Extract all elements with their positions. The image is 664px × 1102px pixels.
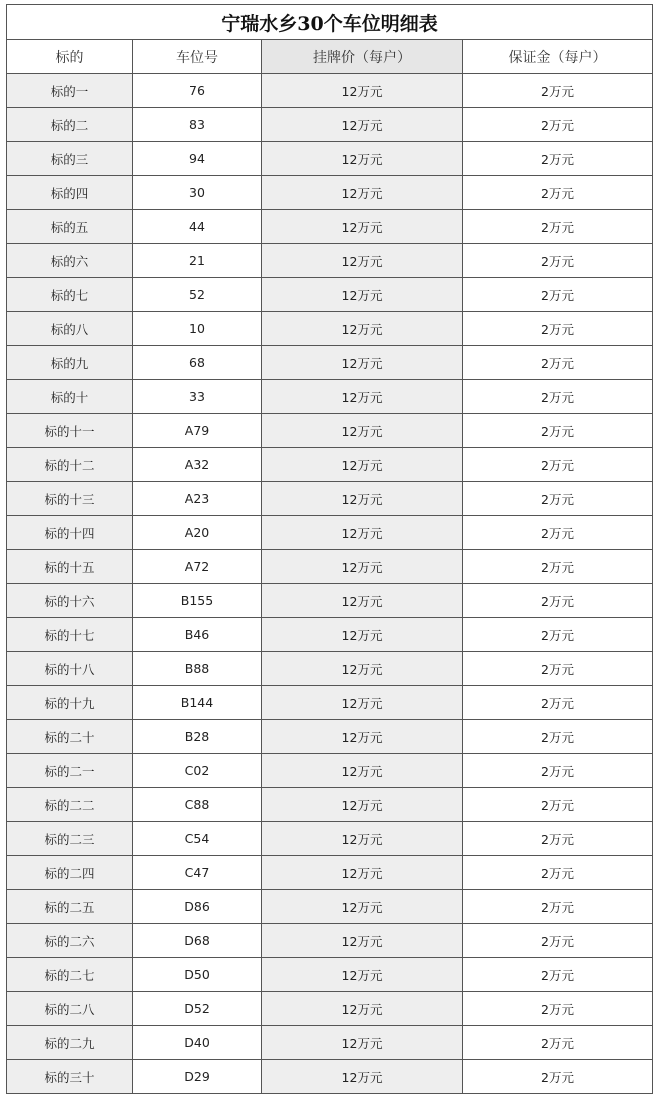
table-row xyxy=(7,516,653,550)
table-row xyxy=(7,380,653,414)
cell-spot-number: C54 xyxy=(133,822,262,856)
cell-label: 标的十五 xyxy=(7,550,133,584)
cell-label: 标的三 xyxy=(7,142,133,176)
cell-deposit: 2万元 xyxy=(463,924,653,958)
cell-listing-price: 12万元 xyxy=(262,652,463,686)
parking-spot-table xyxy=(6,4,653,1094)
cell-deposit: 2万元 xyxy=(463,380,653,414)
cell-label: 标的十 xyxy=(7,380,133,414)
cell-listing-price: 12万元 xyxy=(262,890,463,924)
cell-deposit: 2万元 xyxy=(463,822,653,856)
table-title-row xyxy=(7,5,653,40)
table-row xyxy=(7,1060,653,1094)
cell-spot-number: B88 xyxy=(133,652,262,686)
cell-listing-price: 12万元 xyxy=(262,754,463,788)
cell-label: 标的十二 xyxy=(7,448,133,482)
cell-listing-price: 12万元 xyxy=(262,924,463,958)
cell-spot-number: D68 xyxy=(133,924,262,958)
table-row xyxy=(7,346,653,380)
cell-deposit: 2万元 xyxy=(463,312,653,346)
table-row xyxy=(7,1026,653,1060)
cell-label: 标的三十 xyxy=(7,1060,133,1094)
cell-deposit: 2万元 xyxy=(463,1026,653,1060)
cell-label: 标的二一 xyxy=(7,754,133,788)
header-price: 挂牌价（每户） xyxy=(262,40,463,74)
table-row xyxy=(7,890,653,924)
cell-listing-price: 12万元 xyxy=(262,414,463,448)
cell-listing-price: 12万元 xyxy=(262,856,463,890)
cell-deposit: 2万元 xyxy=(463,346,653,380)
table-row xyxy=(7,584,653,618)
cell-listing-price: 12万元 xyxy=(262,448,463,482)
cell-label: 标的二六 xyxy=(7,924,133,958)
cell-spot-number: 83 xyxy=(133,108,262,142)
cell-listing-price: 12万元 xyxy=(262,686,463,720)
cell-listing-price: 12万元 xyxy=(262,788,463,822)
cell-spot-number: D52 xyxy=(133,992,262,1026)
cell-label: 标的七 xyxy=(7,278,133,312)
table-header-row xyxy=(7,40,653,74)
cell-deposit: 2万元 xyxy=(463,720,653,754)
cell-spot-number: 30 xyxy=(133,176,262,210)
header-label: 标的 xyxy=(7,40,133,74)
cell-label: 标的二五 xyxy=(7,890,133,924)
cell-deposit: 2万元 xyxy=(463,176,653,210)
cell-spot-number: 21 xyxy=(133,244,262,278)
table-row xyxy=(7,448,653,482)
cell-spot-number: B155 xyxy=(133,584,262,618)
cell-spot-number: B46 xyxy=(133,618,262,652)
cell-label: 标的二三 xyxy=(7,822,133,856)
cell-listing-price: 12万元 xyxy=(262,176,463,210)
table-title: 宁瑞水乡30个车位明细表 xyxy=(7,5,653,40)
cell-label: 标的十三 xyxy=(7,482,133,516)
table-row xyxy=(7,856,653,890)
cell-label: 标的二二 xyxy=(7,788,133,822)
cell-spot-number: A79 xyxy=(133,414,262,448)
cell-deposit: 2万元 xyxy=(463,992,653,1026)
cell-spot-number: D86 xyxy=(133,890,262,924)
table-row xyxy=(7,652,653,686)
cell-label: 标的八 xyxy=(7,312,133,346)
cell-listing-price: 12万元 xyxy=(262,244,463,278)
table-row xyxy=(7,924,653,958)
cell-listing-price: 12万元 xyxy=(262,482,463,516)
cell-listing-price: 12万元 xyxy=(262,312,463,346)
cell-deposit: 2万元 xyxy=(463,278,653,312)
table-row xyxy=(7,108,653,142)
cell-deposit: 2万元 xyxy=(463,1060,653,1094)
cell-listing-price: 12万元 xyxy=(262,958,463,992)
cell-deposit: 2万元 xyxy=(463,482,653,516)
cell-spot-number: 52 xyxy=(133,278,262,312)
table-row xyxy=(7,312,653,346)
cell-deposit: 2万元 xyxy=(463,516,653,550)
cell-spot-number: A32 xyxy=(133,448,262,482)
cell-label: 标的十一 xyxy=(7,414,133,448)
table-body xyxy=(7,74,653,1094)
cell-listing-price: 12万元 xyxy=(262,346,463,380)
cell-deposit: 2万元 xyxy=(463,142,653,176)
cell-listing-price: 12万元 xyxy=(262,516,463,550)
cell-deposit: 2万元 xyxy=(463,856,653,890)
cell-deposit: 2万元 xyxy=(463,414,653,448)
cell-label: 标的二四 xyxy=(7,856,133,890)
cell-spot-number: B28 xyxy=(133,720,262,754)
table-row xyxy=(7,822,653,856)
cell-listing-price: 12万元 xyxy=(262,720,463,754)
cell-label: 标的十七 xyxy=(7,618,133,652)
cell-deposit: 2万元 xyxy=(463,108,653,142)
cell-label: 标的十四 xyxy=(7,516,133,550)
cell-spot-number: A72 xyxy=(133,550,262,584)
cell-label: 标的十八 xyxy=(7,652,133,686)
cell-label: 标的二八 xyxy=(7,992,133,1026)
cell-deposit: 2万元 xyxy=(463,618,653,652)
cell-deposit: 2万元 xyxy=(463,890,653,924)
cell-listing-price: 12万元 xyxy=(262,550,463,584)
cell-spot-number: C02 xyxy=(133,754,262,788)
cell-spot-number: B144 xyxy=(133,686,262,720)
cell-deposit: 2万元 xyxy=(463,652,653,686)
cell-listing-price: 12万元 xyxy=(262,1026,463,1060)
table-row xyxy=(7,244,653,278)
cell-spot-number: 76 xyxy=(133,74,262,108)
cell-listing-price: 12万元 xyxy=(262,74,463,108)
parking-spot-table-container xyxy=(6,4,652,1094)
cell-deposit: 2万元 xyxy=(463,448,653,482)
cell-deposit: 2万元 xyxy=(463,754,653,788)
cell-label: 标的二七 xyxy=(7,958,133,992)
table-row xyxy=(7,142,653,176)
table-row xyxy=(7,414,653,448)
cell-listing-price: 12万元 xyxy=(262,142,463,176)
cell-spot-number: C47 xyxy=(133,856,262,890)
table-row xyxy=(7,958,653,992)
cell-listing-price: 12万元 xyxy=(262,1060,463,1094)
cell-listing-price: 12万元 xyxy=(262,380,463,414)
cell-listing-price: 12万元 xyxy=(262,210,463,244)
cell-label: 标的一 xyxy=(7,74,133,108)
cell-spot-number: D50 xyxy=(133,958,262,992)
cell-label: 标的十六 xyxy=(7,584,133,618)
cell-listing-price: 12万元 xyxy=(262,618,463,652)
cell-deposit: 2万元 xyxy=(463,74,653,108)
cell-label: 标的十九 xyxy=(7,686,133,720)
cell-spot-number: 68 xyxy=(133,346,262,380)
cell-deposit: 2万元 xyxy=(463,244,653,278)
table-row xyxy=(7,550,653,584)
cell-label: 标的四 xyxy=(7,176,133,210)
cell-spot-number: D40 xyxy=(133,1026,262,1060)
cell-spot-number: D29 xyxy=(133,1060,262,1094)
cell-label: 标的九 xyxy=(7,346,133,380)
header-spot: 车位号 xyxy=(133,40,262,74)
cell-listing-price: 12万元 xyxy=(262,822,463,856)
table-row xyxy=(7,278,653,312)
cell-spot-number: A20 xyxy=(133,516,262,550)
cell-spot-number: 10 xyxy=(133,312,262,346)
table-row xyxy=(7,482,653,516)
cell-label: 标的六 xyxy=(7,244,133,278)
table-row xyxy=(7,74,653,108)
cell-spot-number: 44 xyxy=(133,210,262,244)
cell-deposit: 2万元 xyxy=(463,788,653,822)
table-row xyxy=(7,992,653,1026)
header-deposit: 保证金（每户） xyxy=(463,40,653,74)
cell-deposit: 2万元 xyxy=(463,686,653,720)
cell-deposit: 2万元 xyxy=(463,210,653,244)
cell-label: 标的二 xyxy=(7,108,133,142)
table-row xyxy=(7,754,653,788)
cell-listing-price: 12万元 xyxy=(262,278,463,312)
cell-label: 标的二十 xyxy=(7,720,133,754)
cell-spot-number: 33 xyxy=(133,380,262,414)
cell-deposit: 2万元 xyxy=(463,550,653,584)
table-row xyxy=(7,210,653,244)
cell-spot-number: A23 xyxy=(133,482,262,516)
cell-spot-number: C88 xyxy=(133,788,262,822)
table-row xyxy=(7,720,653,754)
table-row xyxy=(7,618,653,652)
cell-listing-price: 12万元 xyxy=(262,584,463,618)
cell-deposit: 2万元 xyxy=(463,584,653,618)
cell-deposit: 2万元 xyxy=(463,958,653,992)
cell-spot-number: 94 xyxy=(133,142,262,176)
table-row xyxy=(7,176,653,210)
cell-listing-price: 12万元 xyxy=(262,108,463,142)
table-row xyxy=(7,686,653,720)
cell-label: 标的五 xyxy=(7,210,133,244)
cell-label: 标的二九 xyxy=(7,1026,133,1060)
cell-listing-price: 12万元 xyxy=(262,992,463,1026)
table-row xyxy=(7,788,653,822)
